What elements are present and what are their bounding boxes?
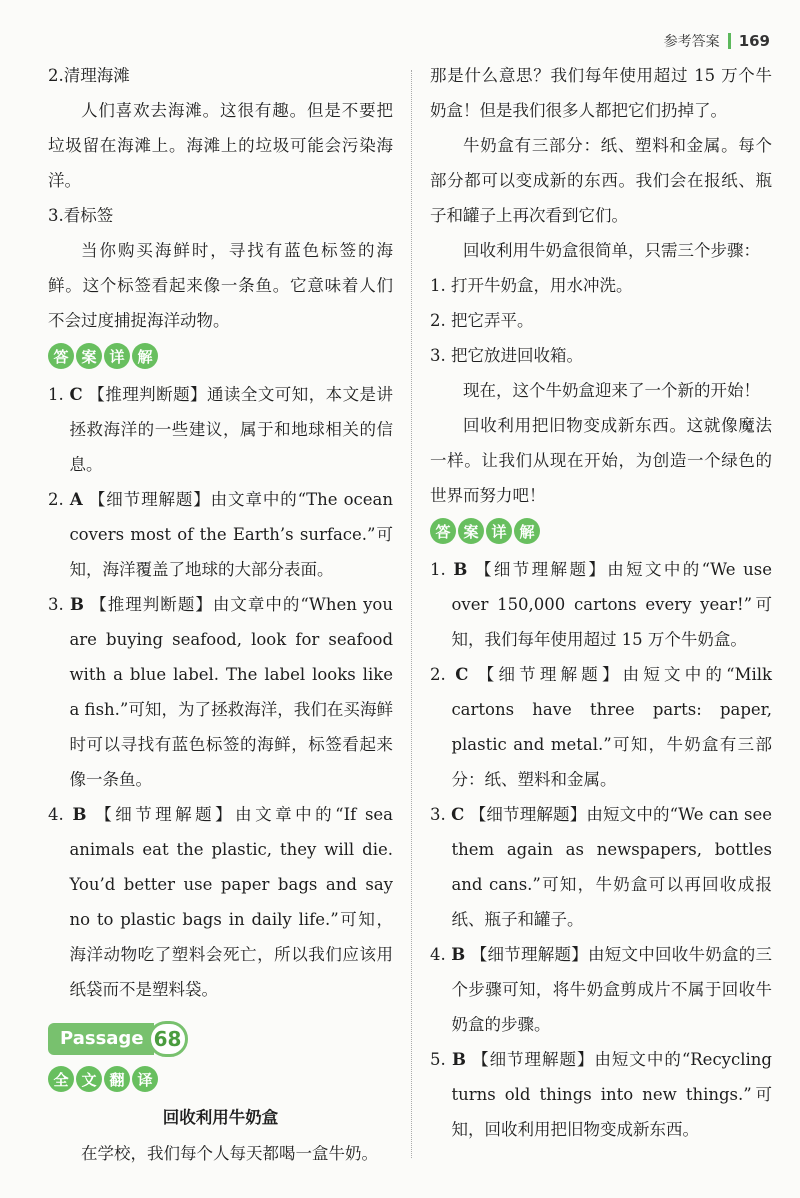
answer-letter: B [451,1050,466,1069]
answer-letter: A [69,490,83,509]
answer-item [430,797,772,937]
answer-text: 【细节理解题】由短文中的“Recycling turns old things into new things.”可知，回收利用把旧物变成新东西。 [451,1050,772,1139]
paragraph: 在学校，我们每个人每天都喝一盒牛奶。 [81,1144,378,1163]
step-item: 3. 把它放进回收箱。 [430,346,583,365]
badge-char: 案 [458,518,484,544]
badge-char: 全 [48,1066,74,1092]
answer-item [48,587,393,797]
paragraph: 人们喜欢去海滩。这很有趣。但是不要把垃圾留在海滩上。海滩上的垃圾可能会污染海洋。 [48,101,393,190]
answer-item [48,482,393,587]
badge-char: 答 [48,343,74,369]
answer-number: 4. [48,805,64,824]
badge-char: 详 [486,518,512,544]
badge-char: 解 [514,518,540,544]
answer-text: 【细节理解题】由文章中的“If sea animals eat the plastic, they will die. You’d better use paper bags and say no to plastic bags in daily life.”可知，海洋动物吃了塑料会死亡，所以我们应该用纸袋而不是塑料袋。 [69,805,394,999]
answer-text: 【细节理解题】由文章中的“The ocean covers most of the Earth’s surface.”可知，海洋覆盖了地球的大部分表面。 [69,490,394,579]
paragraph: 那是什么意思？我们每年使用超过 15 万个牛奶盒！但是我们很多人都把它们扔掉了。 [430,66,772,120]
paragraph: 牛奶盒有三部分：纸、塑料和金属。每个部分都可以变成新的东西。我们会在报纸、瓶子和罐子上再次看到它们。 [430,136,772,225]
passage-text: Passage [48,1023,154,1055]
left-column [48,58,393,1171]
right-column [430,58,772,1147]
paragraph: 现在，这个牛奶盒迎来了一个新的开始！ [463,381,760,400]
answer-letter: C [451,805,465,824]
answer-item [430,552,772,657]
answer-letter: B [453,560,468,579]
answer-number: 3. [48,595,64,614]
answer-number: 2. [430,665,446,684]
answer-letter: B [72,805,87,824]
badge-char: 翻 [104,1066,130,1092]
badge-char: 解 [132,343,158,369]
paragraph: 当你购买海鲜时，寻找有蓝色标签的海鲜。这个标签看起来像一条鱼。它意味着人们不会过度捕捉海洋动物。 [48,241,393,330]
badge-char: 译 [132,1066,158,1092]
step-item: 1. 打开牛奶盒，用水冲洗。 [430,276,633,295]
paragraph: 回收利用把旧物变成新东西。这就像魔法一样。让我们从现在开始，为创造一个绿色的世界而努力吧！ [430,416,772,505]
answer-letter: C [455,665,469,684]
answer-text: 【推理判断题】通读全文可知，本文是讲拯救海洋的一些建议，属于和地球相关的信息。 [69,385,393,474]
answer-number: 4. [430,945,446,964]
answer-number: 1. [430,560,446,579]
answer-text: 【细节理解题】由短文中的“Milk cartons have three parts: paper, plastic and metal.”可知，牛奶盒有三部分：纸、塑料和金属。 [451,665,773,789]
answer-letter: B [70,595,84,614]
section-title: 2.清理海滩 [48,66,130,85]
header-label: 参考答案 [663,34,720,50]
header-separator [728,33,731,49]
badge-char: 案 [76,343,102,369]
badge-char: 文 [76,1066,102,1092]
answer-item [430,1042,772,1147]
answer-explanation-badge [430,516,772,546]
badge-char: 详 [104,343,130,369]
answer-explanation-badge [48,341,393,371]
page-number: 169 [738,32,770,50]
answer-text: 【推理判断题】由文章中的“When you are buying seafood, look for seafood with a blue label. The label looks like a fish.”可知，为了拯救海洋，我们在买海鲜时可以寻找有蓝色标签的海鲜，标签看起来像一条鱼。 [69,595,393,789]
full-translation-badge [48,1064,393,1094]
answer-letter: C [69,385,83,404]
answer-item [48,377,393,482]
answer-number: 2. [48,490,64,509]
answer-text: 【细节理解题】由短文中回收牛奶盒的三个步骤可知，将牛奶盒剪成片不属于回收牛奶盒的步骤。 [451,945,772,1034]
section-title: 3.看标签 [48,206,114,225]
column-divider [411,70,412,1158]
answer-item [430,937,772,1042]
paragraph: 回收利用牛奶盒很简单，只需三个步骤： [463,241,760,260]
answer-item [48,797,393,1007]
passage-number: 68 [148,1021,188,1057]
answer-number: 3. [430,805,446,824]
answer-text: 【细节理解题】由短文中的“We can see them again as newspapers, bottles and cans.”可知，牛奶盒可以再回收成报纸、瓶子和罐子。 [451,805,773,929]
page-header [664,28,770,54]
translation-title: 回收利用牛奶盒 [162,1108,279,1127]
answer-letter: B [451,945,466,964]
answer-text: 【细节理解题】由短文中的“We use over 150,000 cartons every year!”可知，我们每年使用超过 15 万个牛奶盒。 [451,560,772,649]
step-item: 2. 把它弄平。 [430,311,534,330]
badge-char: 答 [430,518,456,544]
answer-number: 5. [430,1050,446,1069]
passage-label [48,1021,188,1057]
answer-item [430,657,772,797]
answer-number: 1. [48,385,64,404]
